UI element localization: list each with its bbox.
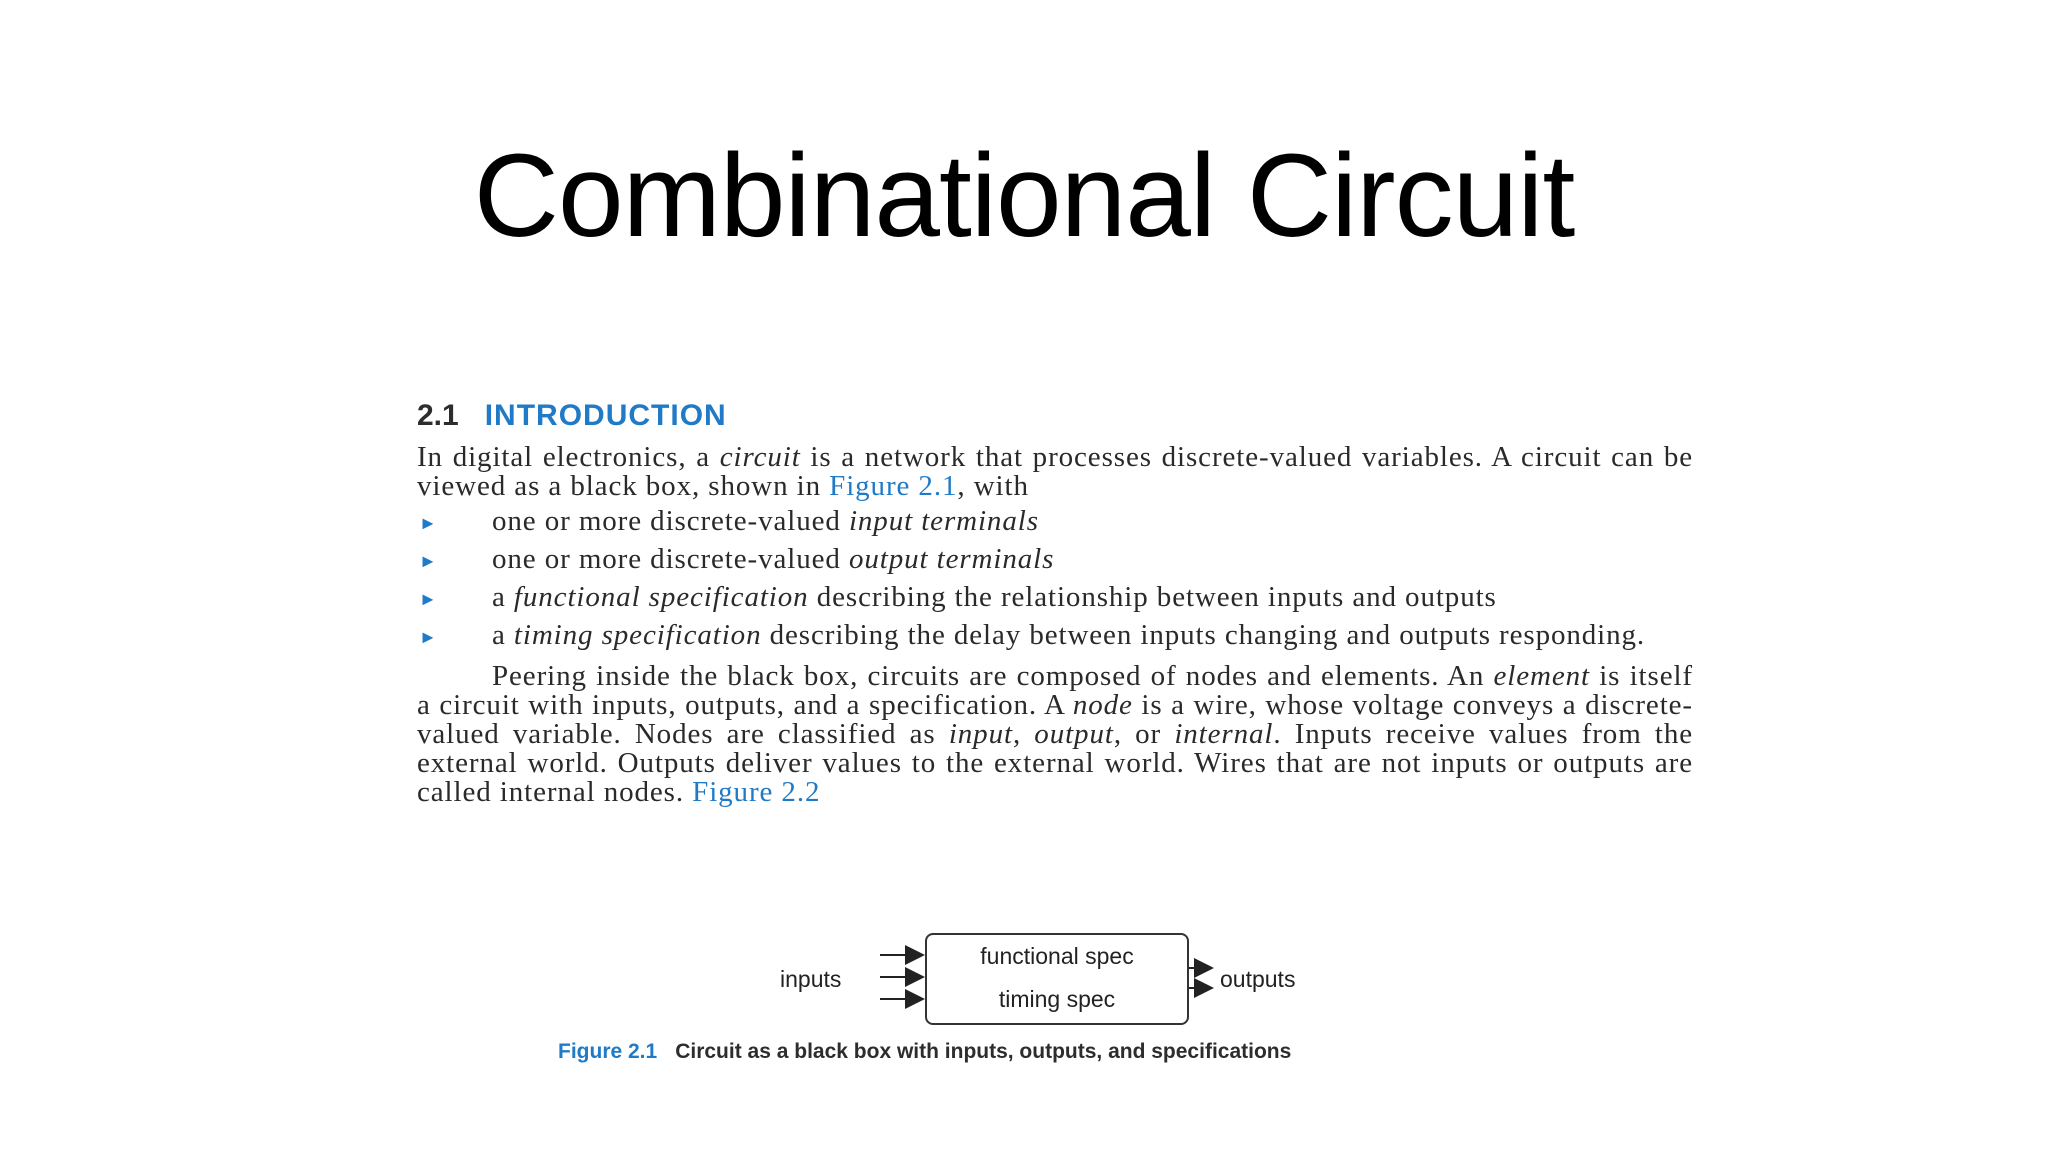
caption-label: Figure 2.1 <box>558 1040 658 1063</box>
bullet-arrow-icon: ► <box>419 627 438 647</box>
section-name: INTRODUCTION <box>484 399 727 432</box>
bullet-text: describing the delay between inputs changing and outputs responding. <box>761 619 1646 651</box>
term-input-terminals: input terminals <box>848 505 1039 537</box>
section-heading <box>417 396 1693 436</box>
black-box <box>925 933 1189 1025</box>
black-box-figure <box>760 930 1360 1040</box>
functional-spec-label: functional spec <box>980 943 1134 969</box>
intro-text-b: is a network that processes discrete-valued variables. A circuit can be viewed as a black box, shown in <box>417 441 1693 502</box>
body-text-c: is a wire, whose voltage conveys a discrete-valued variable. Nodes are classified as <box>417 689 1693 750</box>
textbook-excerpt <box>417 396 1693 807</box>
bullet-text: one or more discrete-valued <box>492 505 849 537</box>
bullet-arrow-icon: ► <box>419 551 438 571</box>
bullet-text: a <box>492 619 514 651</box>
bullet-item <box>417 621 1693 650</box>
body-text-a: Peering inside the black box, circuits are composed of nodes and elements. An <box>492 660 1494 692</box>
figure-2-1-link[interactable]: Figure 2.1 <box>829 470 958 502</box>
intro-paragraph <box>417 443 1693 501</box>
body-paragraph <box>417 662 1693 807</box>
figure-2-2-link[interactable]: Figure 2.2 <box>692 776 821 808</box>
bullet-item <box>417 545 1693 574</box>
term-output-terminals: output terminals <box>848 543 1055 575</box>
term-node: node <box>1072 689 1133 721</box>
timing-spec-label: timing spec <box>998 986 1116 1012</box>
body-text-b: is itself a circuit with inputs, outputs, and a specification. A <box>417 660 1693 721</box>
term-circuit: circuit <box>719 441 801 473</box>
bullet-item <box>417 507 1693 536</box>
bullet-arrow-icon: ► <box>419 513 438 533</box>
term-functional-specification: functional specification <box>513 581 809 613</box>
bullet-list <box>417 507 1693 650</box>
body-text-d: . Inputs receive values from the external world. Outputs deliver values to the external world. Wires that are not inputs or outputs are called internal nodes. <box>417 718 1693 808</box>
body-separator: , or <box>1113 718 1175 750</box>
bullet-text: describing the relationship between inputs and outputs <box>808 581 1497 613</box>
term-input: input <box>948 718 1013 750</box>
term-internal: internal <box>1174 718 1274 750</box>
term-output: output <box>1034 718 1114 750</box>
bullet-arrow-icon: ► <box>419 589 438 609</box>
caption-text: Circuit as a black box with inputs, outputs, and specifications <box>675 1040 1292 1063</box>
bullet-item <box>417 583 1693 612</box>
body-separator: , <box>1012 718 1035 750</box>
bullet-text: a <box>492 581 514 613</box>
intro-text-c: , with <box>957 470 1029 502</box>
figure-outputs-label: outputs <box>1220 966 1296 992</box>
term-timing-specification: timing specification <box>513 619 762 651</box>
term-element: element <box>1493 660 1590 692</box>
intro-text-a: In digital electronics, a <box>417 441 720 473</box>
figure-inputs-label: inputs <box>780 966 842 992</box>
bullet-text: one or more discrete-valued <box>492 543 849 575</box>
figure-caption <box>558 1040 1291 1064</box>
slide-title: Combinational Circuit <box>473 130 1575 262</box>
section-number: 2.1 <box>417 399 459 432</box>
